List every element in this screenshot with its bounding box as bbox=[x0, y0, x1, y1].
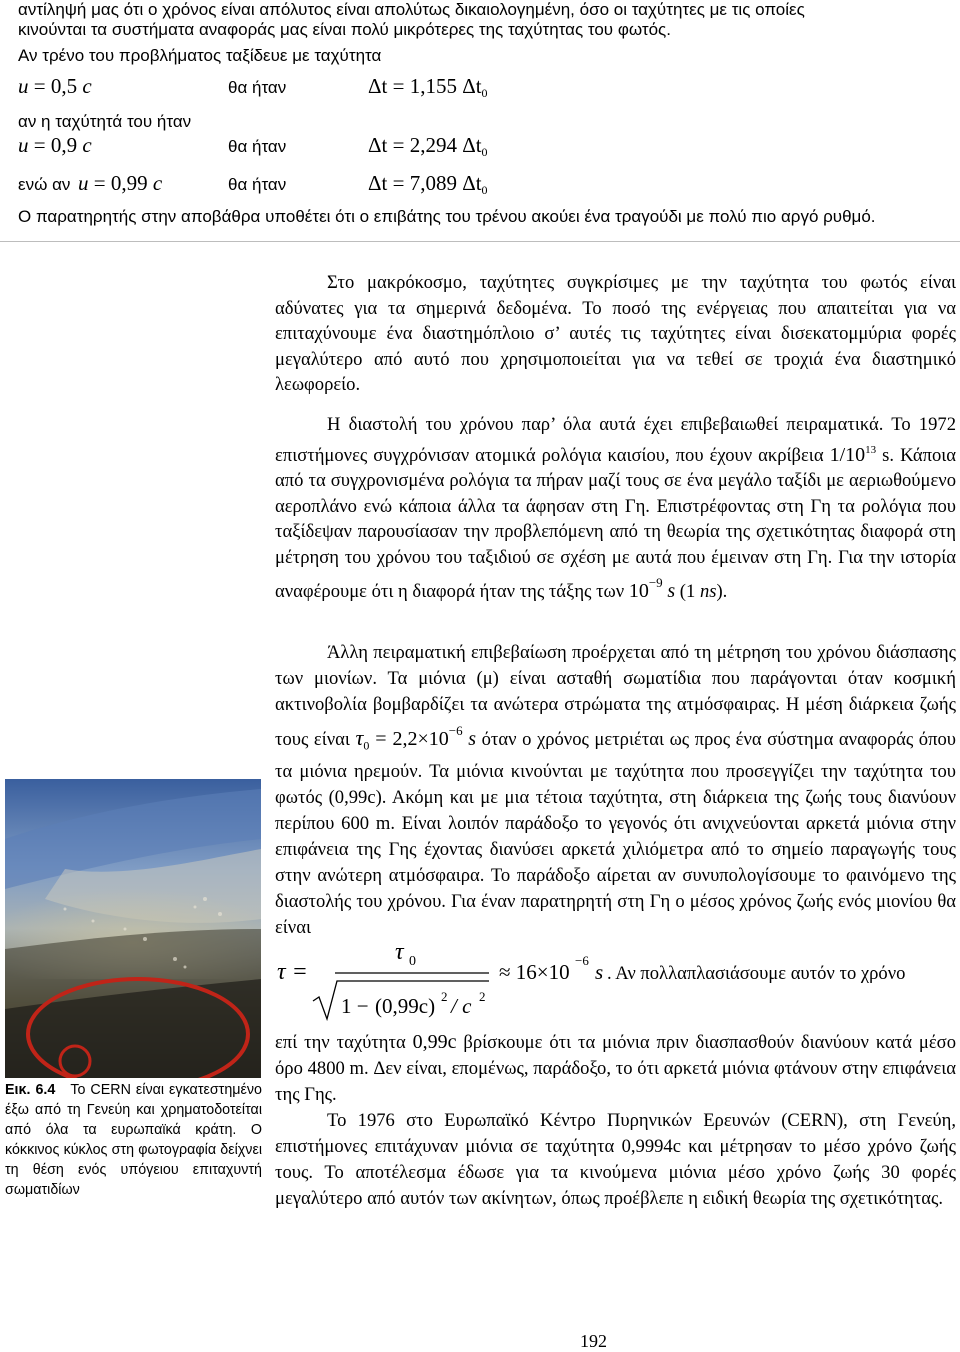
text-line: κινούνται τα συστήματα αναφοράς μας είναι πολύ μικρότερες της ταχύτητας του φωτός. bbox=[18, 20, 671, 39]
separator-rule bbox=[0, 241, 960, 242]
formula-svg bbox=[277, 937, 957, 1027]
formula-den-one: 1 − bbox=[341, 994, 369, 1018]
formula-numerator: τ bbox=[395, 939, 404, 965]
paragraph: Άλλη πειραματική επιβεβαίωση προέρχεται από τη μέτρηση του χρόνου διάσπασης των μιονίων. Τα μιόνια (μ) είναι ασταθή σωματίδια που παράγονται όταν κοσμική ακτινοβολία βομβαρδίζει τα ανώτερα στρώματα της ατμόσφαιρας. Η μέση διάρκεια ζωής τους είναι $\tau_0 = 2,2\times 10^{-6}$ s όταν ο χρόνος μετριέται ως προς ένα σύστημα αναφοράς όπου τα μιόνια ηρεμούν. Τα μιόνια κινούνται με ταχύτητα που προσεγγίζει την ταχύτητα του φωτός (0,99c). Ακόμη και με μια τέτοια ταχύτητα, στη διάρκεια της ζωής τους διανύουν περίπου 600 m. Είναι λοιπόν παράδοξο το γεγονός ότι ανιχνεύονται αρκετά μιόνια στην επιφάνεια της Γης έχοντας διανύσει αρκετά χιλιόμετρα από το σημείο παραγωγής τους στην ανώτερη ατμόσφαιρα. Το παράδοξο αίρεται αν συνυπολογίσουμε το φαινόμενο της διαστολής του χρόνου. Για έναν παρατηρητή στη Γη ο μέσος χρόνος ζωής ενός μιονίου θα είναι bbox=[275, 642, 956, 938]
paragraph: Το 1976 στο Ευρωπαϊκό Κέντρο Πυρηνικών Ερευνών (CERN), στη Γενεύη, επιστήμονες επιτάχυναν μιόνια σε ταχύτητα 0,9994c και μέτρησαν το μέσο χρόνο ζωής τους. Το αποτέλεσμα έδωσε για τα κινούμενα μιόνια μέσο χρόνο ζωής 30 φορές μεγαλύτερο από αυτόν των ακίνητων, όπως προέβλεπε η ειδική θεωρία της σχετικότητας. bbox=[275, 1110, 956, 1209]
figure-label: Εικ. 6.4 bbox=[5, 1082, 56, 1098]
figure-caption bbox=[5, 1080, 262, 1200]
text-line: αν η ταχύτητά του ήταν bbox=[18, 112, 192, 131]
velocity-expression: u = 0,9 c bbox=[18, 133, 92, 157]
muon-lifetime-formula bbox=[277, 937, 957, 1027]
formula-den-paren: (0,99c) bbox=[375, 994, 436, 1018]
page-number: 192 bbox=[580, 1331, 607, 1351]
formula-tail: . Αν πολλαπλασιάσουμε αυτόν το χρόνο bbox=[607, 963, 906, 984]
paragraph: επί την ταχύτητα 0,99c βρίσκουμε ότι τα μιόνια πριν διασπασθούν διανύουν κατά μέσο όρο 4800 m. Δεν είναι, επομένως, παράδοξο, το ότι αρκετά μιόνια φτάνουν στην επιφάνεια της Γης. bbox=[275, 1031, 957, 1105]
cern-aerial-photo bbox=[5, 779, 261, 1078]
figure-caption-text: Το CERN είναι εγκατεστημένο έξω από τη Γενεύη και χρηματοδοτείται από όλα τα ευρωπαϊκά κράτη. Ο κόκκινος κύκλος στη φωτογραφία δείχνει τη θέση ενός υπόγειου επιταχυντή σωματιδίων bbox=[5, 1082, 262, 1198]
formula-approx-exp: −6 bbox=[575, 953, 589, 968]
formula-den-sq: 2 bbox=[441, 989, 448, 1004]
text-line: Αν τρένο του προβλήματος ταξίδευε με ταχύτητα bbox=[18, 46, 382, 65]
time-expression: Δt = 2,294 $\Delta t_0$ bbox=[368, 133, 488, 159]
paragraph: Η διαστολή του χρόνου παρ’ όλα αυτά έχει επιβεβαιωθεί πειραματικά. Το 1972 επιστήμονες συγχρόνισαν ατομικά ρολόγια καισίου, που έχουν ακρίβεια $1/10^{13}$ s. Κάποια από τα συγχρονισμένα ρολόγια τα πήραν μαζί τους σε ένα μεγάλο ταξίδι με αεριωθούμενο αεροπλάνο ενώ κάποια άλλα τα άφησαν στη Γη. Επιστρέφοντας στη Γη τα ρολόγια που ταξίδεψαν παρουσίασαν την προβλεπόμενη από τη θεωρία της σχετικότητας διαφορά στη μέτρηση του χρόνου του ταξιδιού σε σχέση με αυτά που έμειναν στη Γη. Για την ιστορία αναφέρουμε ότι η διαφορά ήταν της τάξης των $10^{-9}$ s (1 ns). bbox=[275, 414, 956, 602]
then-label: θα ήταν bbox=[228, 175, 287, 194]
formula-unit: s bbox=[595, 960, 604, 984]
velocity-expression: u = 0,5 c bbox=[18, 74, 92, 98]
time-expression: Δt = 7,089 $\Delta t_0$ bbox=[368, 171, 488, 197]
formula-numerator-sub: 0 bbox=[409, 954, 416, 969]
velocity-expression: u = 0,99 c bbox=[78, 171, 163, 195]
formula-den-div: / c bbox=[451, 994, 472, 1018]
formula-approx: ≈ 16×10 bbox=[499, 960, 570, 984]
then-label: θα ήταν bbox=[228, 78, 287, 97]
then-label: θα ήταν bbox=[228, 137, 287, 156]
formula-den-c-sq: 2 bbox=[479, 989, 486, 1004]
text-line: αντίληψή μας ότι ο χρόνος είναι απόλυτος είναι απολύτως δικαιολογημένη, όσο οι ταχύτητες με τις οποίες bbox=[18, 0, 805, 19]
paragraph: Στο μακρόκοσμο, ταχύτητες συγκρίσιμες με την ταχύτητα του φωτός είναι αδύνατες για τα σημερινά δεδομένα. Το ποσό της ενέργειας που απαιτείται για να επιταχύνουμε ένα διαστημόπλοιο σ’ αυτές τις ταχύτητες είναι δισεκατομμύρια φορές μεγαλύτερο από αυτό που χρησιμοποιείται για να τεθεί σε τροχιά ένα διαστημικό λεωφορείο. bbox=[275, 272, 956, 395]
text-line: Ο παρατηρητής στην αποβάθρα υποθέτει ότι ο επιβάτης του τρένου ακούει ένα τραγούδι με πολύ πιο αργό ρυθμό. bbox=[18, 207, 876, 226]
condition-prefix: ενώ αν bbox=[18, 175, 71, 194]
time-expression: Δt = 1,155 $\Delta t_0$ bbox=[368, 74, 488, 100]
formula-lhs: τ = bbox=[277, 959, 308, 985]
